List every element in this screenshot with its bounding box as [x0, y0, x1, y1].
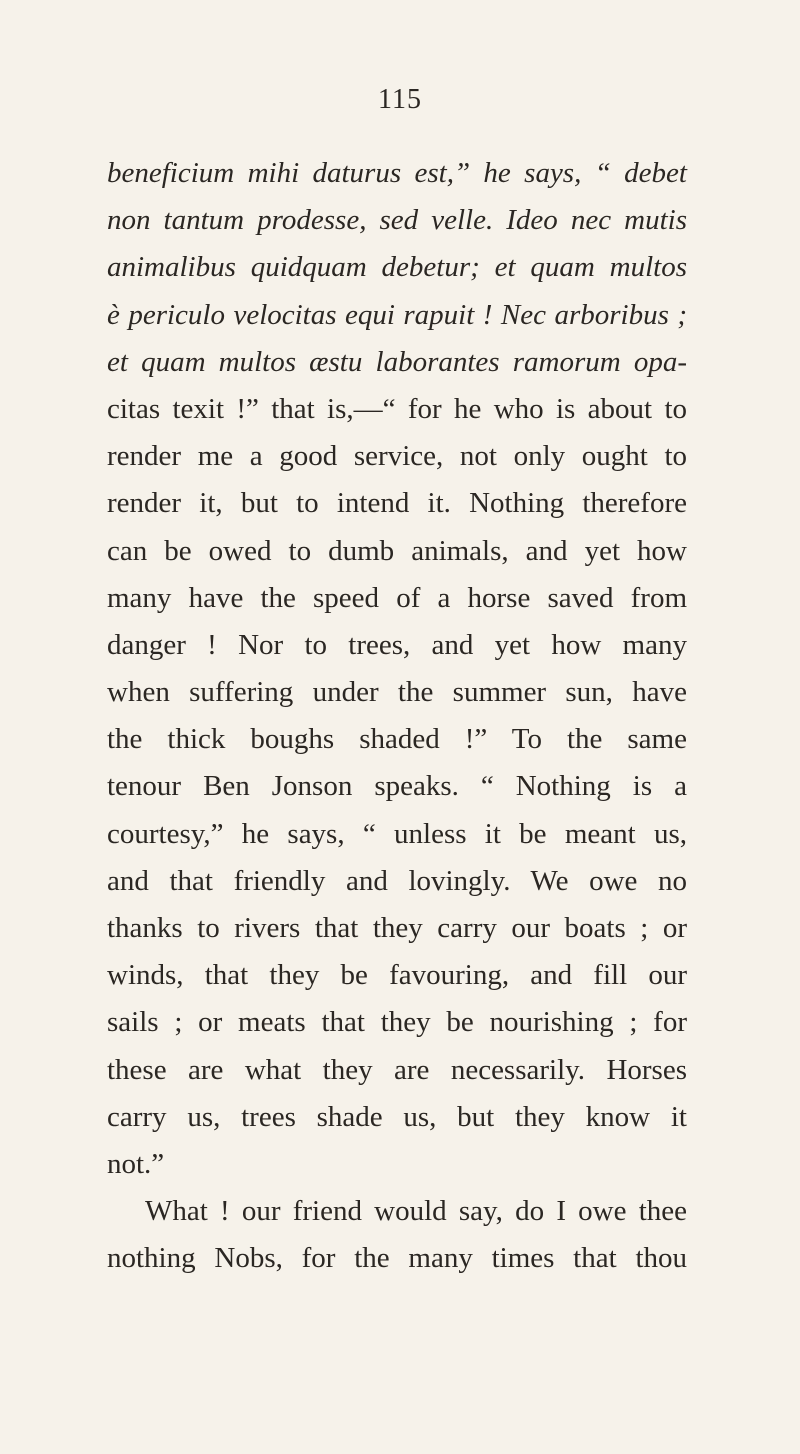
- text-line: danger ! Nor to trees, and yet how many: [107, 628, 687, 661]
- text-line: render me a good service, not only ought to: [107, 440, 687, 473]
- text-line: carry us, trees shade us, but they know it: [107, 1100, 687, 1133]
- text-line: et quam multos æstu laborantes ramorum opa-: [107, 345, 687, 378]
- text-line: citas texit !” that is,—“ for he who is about to: [107, 392, 687, 425]
- text-line: è periculo velocitas equi rapuit ! Nec arboribus ;: [107, 298, 687, 331]
- page-number: 115: [378, 84, 422, 115]
- text-line: animalibus quidquam debetur; et quam multos: [107, 251, 687, 284]
- text-line: beneficium mihi daturus est,” he says, “ debet: [107, 157, 687, 189]
- text-line: sails ; or meats that they be nourishing ; for: [107, 1006, 687, 1039]
- text-line: not.”: [107, 1147, 165, 1180]
- text-line: tenour Ben Jonson speaks. “ Nothing is a: [107, 770, 687, 803]
- text-line: non tantum prodesse, sed velle. Ideo nec mutis: [107, 204, 687, 237]
- body-text: [107, 150, 687, 1283]
- text-line: these are what they are necessarily. Horses: [107, 1053, 687, 1086]
- text-line: courtesy,” he says, “ unless it be meant us,: [107, 817, 687, 850]
- text-line: winds, that they be favouring, and fill our: [107, 959, 687, 992]
- text-line: thanks to rivers that they carry our boats ; or: [107, 912, 687, 944]
- text-line: the thick boughs shaded !” To the same: [107, 723, 687, 756]
- text-line: many have the speed of a horse saved from: [107, 581, 687, 614]
- text-line: can be owed to dumb animals, and yet how: [107, 534, 687, 567]
- text-line: render it, but to intend it. Nothing therefore: [107, 487, 687, 520]
- text-line: What ! our friend would say, do I owe thee: [145, 1195, 687, 1228]
- text-line: when suffering under the summer sun, have: [107, 676, 687, 709]
- text-line: nothing Nobs, for the many times that thou: [107, 1242, 687, 1275]
- text-line: and that friendly and lovingly. We owe no: [107, 864, 687, 897]
